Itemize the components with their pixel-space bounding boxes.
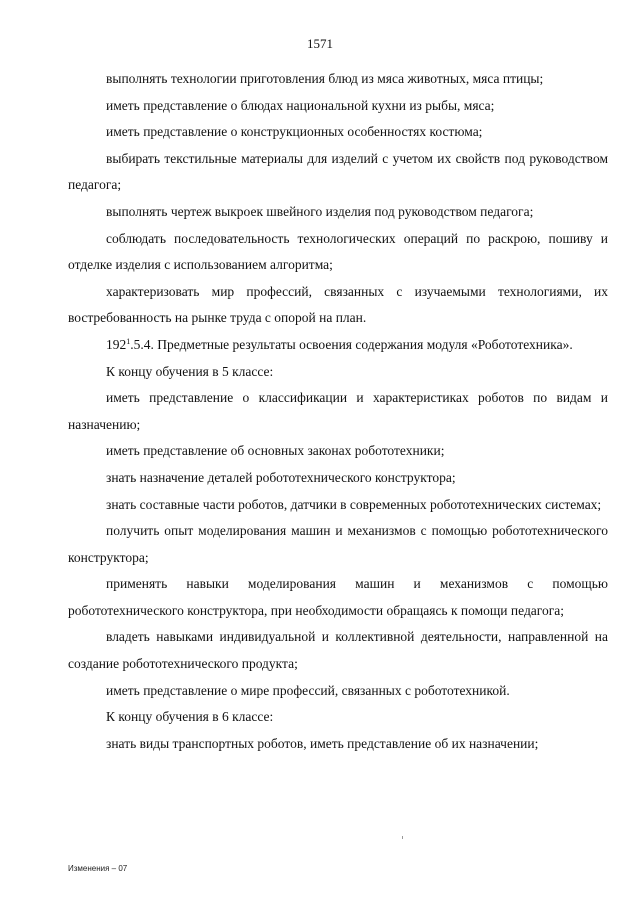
paragraph: выполнять чертеж выкроек швейного изделия под руководством педагога; — [106, 203, 534, 219]
grade5-item: применять навыки моделирования машин и механизмов с помощью робототехнического конструктора, при необходимости обращаясь к помощи педагога; — [68, 576, 608, 618]
grade5-item: иметь представление о классификации и характеристиках роботов по видам и назначению; — [68, 390, 608, 432]
paragraph: соблюдать последовательность технологических операций по раскрою, пошиву и отделке изделия с использованием алгоритма; — [68, 230, 608, 273]
section-number — [106, 337, 154, 352]
grade5-heading: К концу обучения в 5 классе: — [106, 363, 274, 379]
grade5-item: получить опыт моделирования машин и механизмов с помощью робототехнического конструктора; — [68, 523, 608, 565]
section-number-superscript: 1 — [126, 336, 131, 346]
grade5-item: владеть навыками индивидуальной и коллективной деятельности, направленной на создание робототехнического продукта; — [68, 629, 608, 672]
paragraph: иметь представление о конструкционных особенностях костюма; — [106, 124, 483, 140]
paragraph: характеризовать мир профессий, связанных с изучаемыми технологиями, их востребованность на рынке труда с опорой на план. — [68, 283, 608, 326]
page-number: 1571 — [307, 36, 333, 51]
grade5-item: иметь представление о мире профессий, связанных с робототехникой. — [106, 682, 510, 698]
grade5-item: знать составные части роботов, датчики в современных робототехнических системах; — [106, 496, 602, 512]
grade5-item: иметь представление об основных законах робототехники; — [106, 443, 445, 459]
section-heading — [68, 332, 608, 359]
section-number-rest: .5.4. — [130, 336, 154, 352]
paragraph: иметь представление о блюдах национальной кухни из рыбы, мяса; — [106, 97, 495, 113]
paragraph: выполнять технологии приготовления блюд из мяса животных, мяса птицы; — [106, 71, 544, 86]
paragraph: выбирать текстильные материалы для изделий с учетом их свойств под руководством педагога; — [68, 150, 608, 193]
grade5-item: знать назначение деталей робототехнического конструктора; — [106, 469, 456, 485]
grade6-heading: К концу обучения в 6 классе: — [106, 709, 274, 725]
document-body — [68, 66, 608, 757]
section-number-main: 192 — [106, 336, 127, 352]
footer-revision: Изменения – 07 — [68, 864, 128, 873]
section-title: Предметные результаты освоения содержания модуля «Робототехника». — [157, 336, 573, 352]
scan-mark — [402, 836, 403, 839]
grade6-item: знать виды транспортных роботов, иметь представление об их назначении; — [106, 735, 539, 751]
